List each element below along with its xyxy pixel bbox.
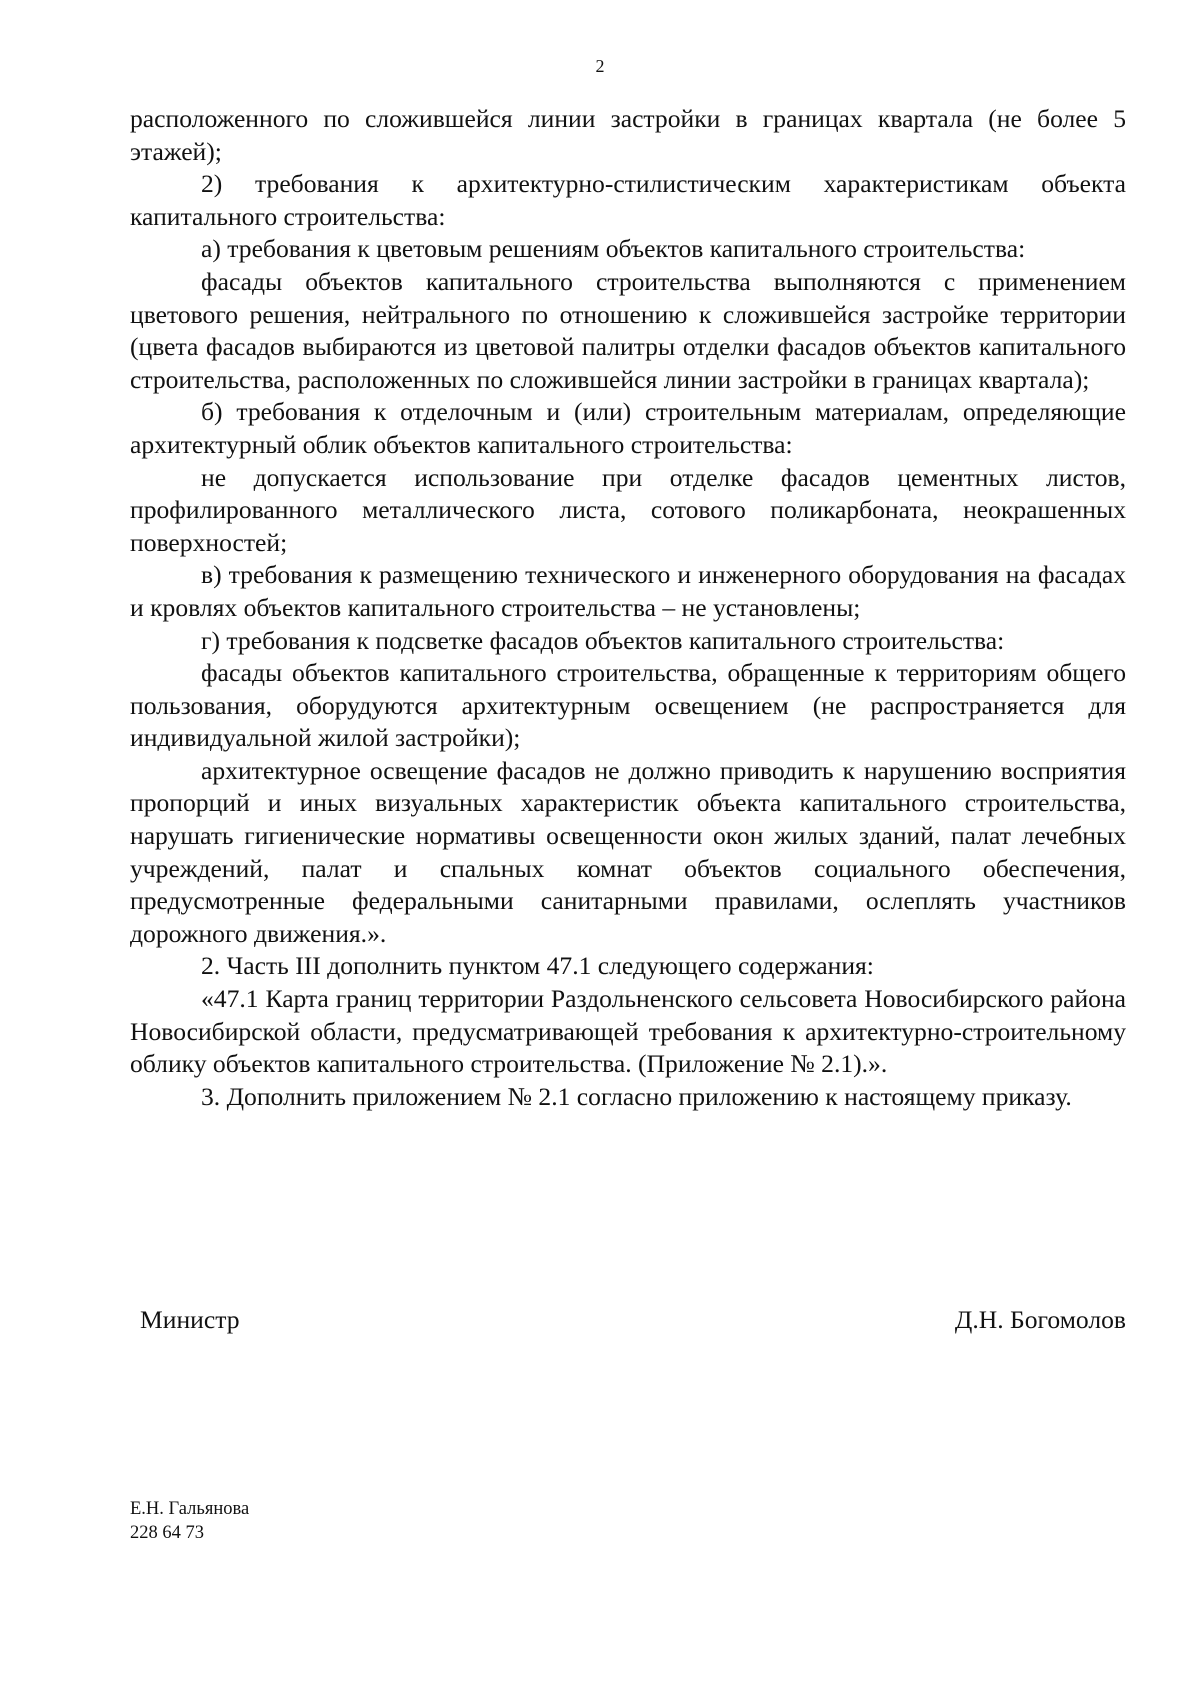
paragraph-color-solutions: фасады объектов капитального строительства выполняются с применением цветового решения, нейтрального по отношению к сложившейся застройке территории (цвета фасадов выбираются из цветовой палитры отделки фасадов объектов капитального строительства, расположенных по сложившейся линии застройки в границах квартала); [130,266,1126,394]
executor-name: Е.Н. Гальянова [130,1499,250,1519]
signatory-title: Министр [140,1305,240,1334]
paragraph-facade-lighting: фасады объектов капитального строительства, обращенные к территориям общего пользования, оборудуются архитектурным освещением (не распространяется для индивидуальной жилой застройки); [130,658,1126,753]
paragraph-lighting-requirements: архитектурное освещение фасадов не должно приводить к нарушению восприятия пропорций и иных визуальных характеристик объекта капитального строительства, нарушать гигиенические нормативы освещенности окон жилых зданий, палат лечебных учреждений, палат и спальных комнат объектов социального обеспечения, предусмотренные федеральными санитарными правилами, ослеплять участников дорожного движения.». [130,755,1126,948]
executor-block [130,1497,249,1545]
page-number: 2 [595,56,605,76]
paragraph-item-2: 2) требования к архитектурно-стилистическим характеристикам объекта капитального строительства: [130,169,1126,231]
document-body [130,103,1126,1113]
paragraph-subitem-v: в) требования к размещению технического и инженерного оборудования на фасадах и кровлях объектов капитального строительства – не установлены; [130,560,1126,622]
signatory-name: Д.Н. Богомолов [954,1305,1126,1334]
paragraph-subitem-b: б) требования к отделочным и (или) строительным материалам, определяющие архитектурный облик объектов капитального строительства: [130,397,1126,459]
executor-phone: 228 64 73 [130,1523,204,1543]
paragraph-point-3: 3. Дополнить приложением № 2.1 согласно приложению к настоящему приказу. [201,1081,1072,1111]
paragraph-subitem-g: г) требования к подсветке фасадов объектов капитального строительства: [201,625,1005,655]
paragraph-materials-restriction: не допускается использование при отделке фасадов цементных листов, профилированного металлического листа, сотового поликарбоната, неокрашенных поверхностей; [130,462,1126,557]
paragraph-point-47-1: «47.1 Карта границ территории Раздольненского сельсовета Новосибирского района Новосибирской области, предусматривающей требования к архитектурно-строительному облику объектов капитального строительства. (Приложение № 2.1).». [130,984,1126,1079]
paragraph-continuation: расположенного по сложившейся линии застройки в границах квартала (не более 5 этажей); [130,104,1126,166]
paragraph-point-2: 2. Часть III дополнить пунктом 47.1 следующего содержания: [201,951,874,981]
paragraph-subitem-a: а) требования к цветовым решениям объектов капитального строительства: [201,234,1026,264]
